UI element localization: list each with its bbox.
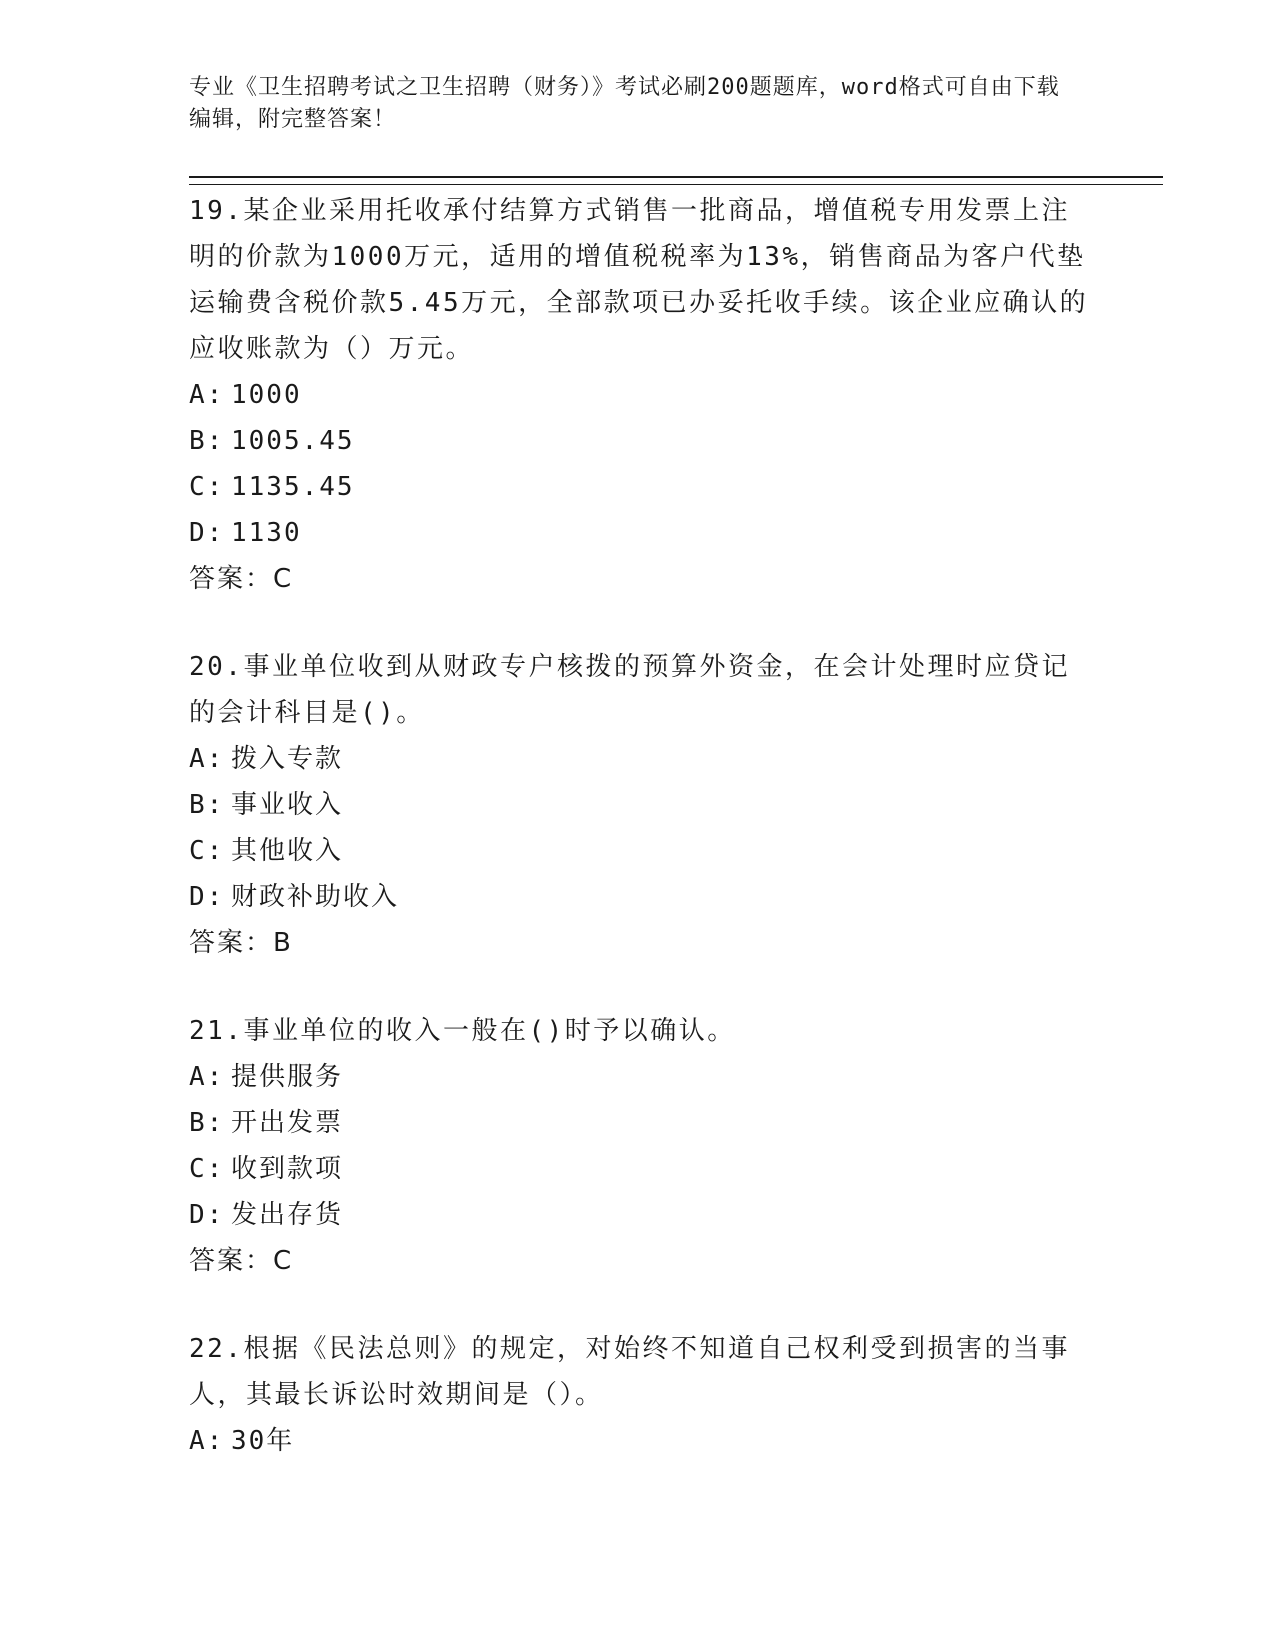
option-letter: C:: [189, 1154, 225, 1184]
option-letter: B:: [189, 1108, 225, 1138]
question-stem: 22.根据《民法总则》的规定，对始终不知道自己权利受到损害的当事人，其最长诉讼时效期间是（）。: [189, 1334, 1070, 1410]
document-page: [189, 0, 1163, 1650]
question-stem: 19.某企业采用托收承付结算方式销售一批商品，增值税专用发票上注明的价款为1000万元，适用的增值税税率为13%，销售商品为客户代垫运输费含税价款5.45万元，全部款项已办妥托收手续。该企业应确认的应收账款为（）万元。: [189, 196, 1089, 364]
option-letter: A:: [189, 1426, 225, 1456]
option-letter: D:: [189, 882, 225, 912]
option-text: 发出存货: [231, 1200, 344, 1230]
option-d: [189, 1192, 1089, 1238]
option-letter: C:: [189, 472, 225, 502]
option-text: 开出发票: [231, 1108, 344, 1138]
header-divider: [189, 176, 1163, 185]
option-text: 其他收入: [231, 836, 344, 866]
option-letter: A:: [189, 380, 225, 410]
option-b: [189, 782, 1089, 828]
option-letter: D:: [189, 1200, 225, 1230]
option-letter: B:: [189, 426, 225, 456]
option-letter: B:: [189, 790, 225, 820]
option-text: 财政补助收入: [231, 882, 400, 912]
question-stem: 20.事业单位收到从财政专户核拨的预算外资金，在会计处理时应贷记的会计科目是()。: [189, 652, 1070, 728]
option-text: 拨入专款: [231, 744, 344, 774]
option-text: 30年: [231, 1426, 295, 1456]
question-21: [189, 1008, 1089, 1284]
question-20: [189, 644, 1089, 966]
option-letter: A:: [189, 744, 225, 774]
option-a: [189, 736, 1089, 782]
option-text: 1005.45: [231, 426, 355, 456]
option-a: [189, 372, 1089, 418]
option-text: 收到款项: [231, 1154, 344, 1184]
option-c: [189, 1146, 1089, 1192]
answer: 答案：C: [189, 564, 294, 594]
option-text: 1135.45: [231, 472, 355, 502]
option-c: [189, 464, 1089, 510]
option-text: 提供服务: [231, 1062, 344, 1092]
answer: 答案：B: [189, 928, 293, 958]
option-text: 1000: [231, 380, 302, 410]
option-text: 事业收入: [231, 790, 344, 820]
option-b: [189, 1100, 1089, 1146]
document-header: 专业《卫生招聘考试之卫生招聘（财务）》考试必刷200题题库，word格式可自由下载编辑，附完整答案！: [189, 75, 1060, 132]
question-stem: 21.事业单位的收入一般在()时予以确认。: [189, 1016, 736, 1046]
question-22: [189, 1326, 1089, 1464]
question-list: [189, 188, 1089, 1506]
option-letter: D:: [189, 518, 225, 548]
option-a: [189, 1054, 1089, 1100]
option-letter: A:: [189, 1062, 225, 1092]
option-c: [189, 828, 1089, 874]
question-19: [189, 188, 1089, 602]
option-a: [189, 1418, 1089, 1464]
option-letter: C:: [189, 836, 225, 866]
answer: 答案：C: [189, 1246, 294, 1276]
option-d: [189, 510, 1089, 556]
option-d: [189, 874, 1089, 920]
option-b: [189, 418, 1089, 464]
option-text: 1130: [231, 518, 302, 548]
